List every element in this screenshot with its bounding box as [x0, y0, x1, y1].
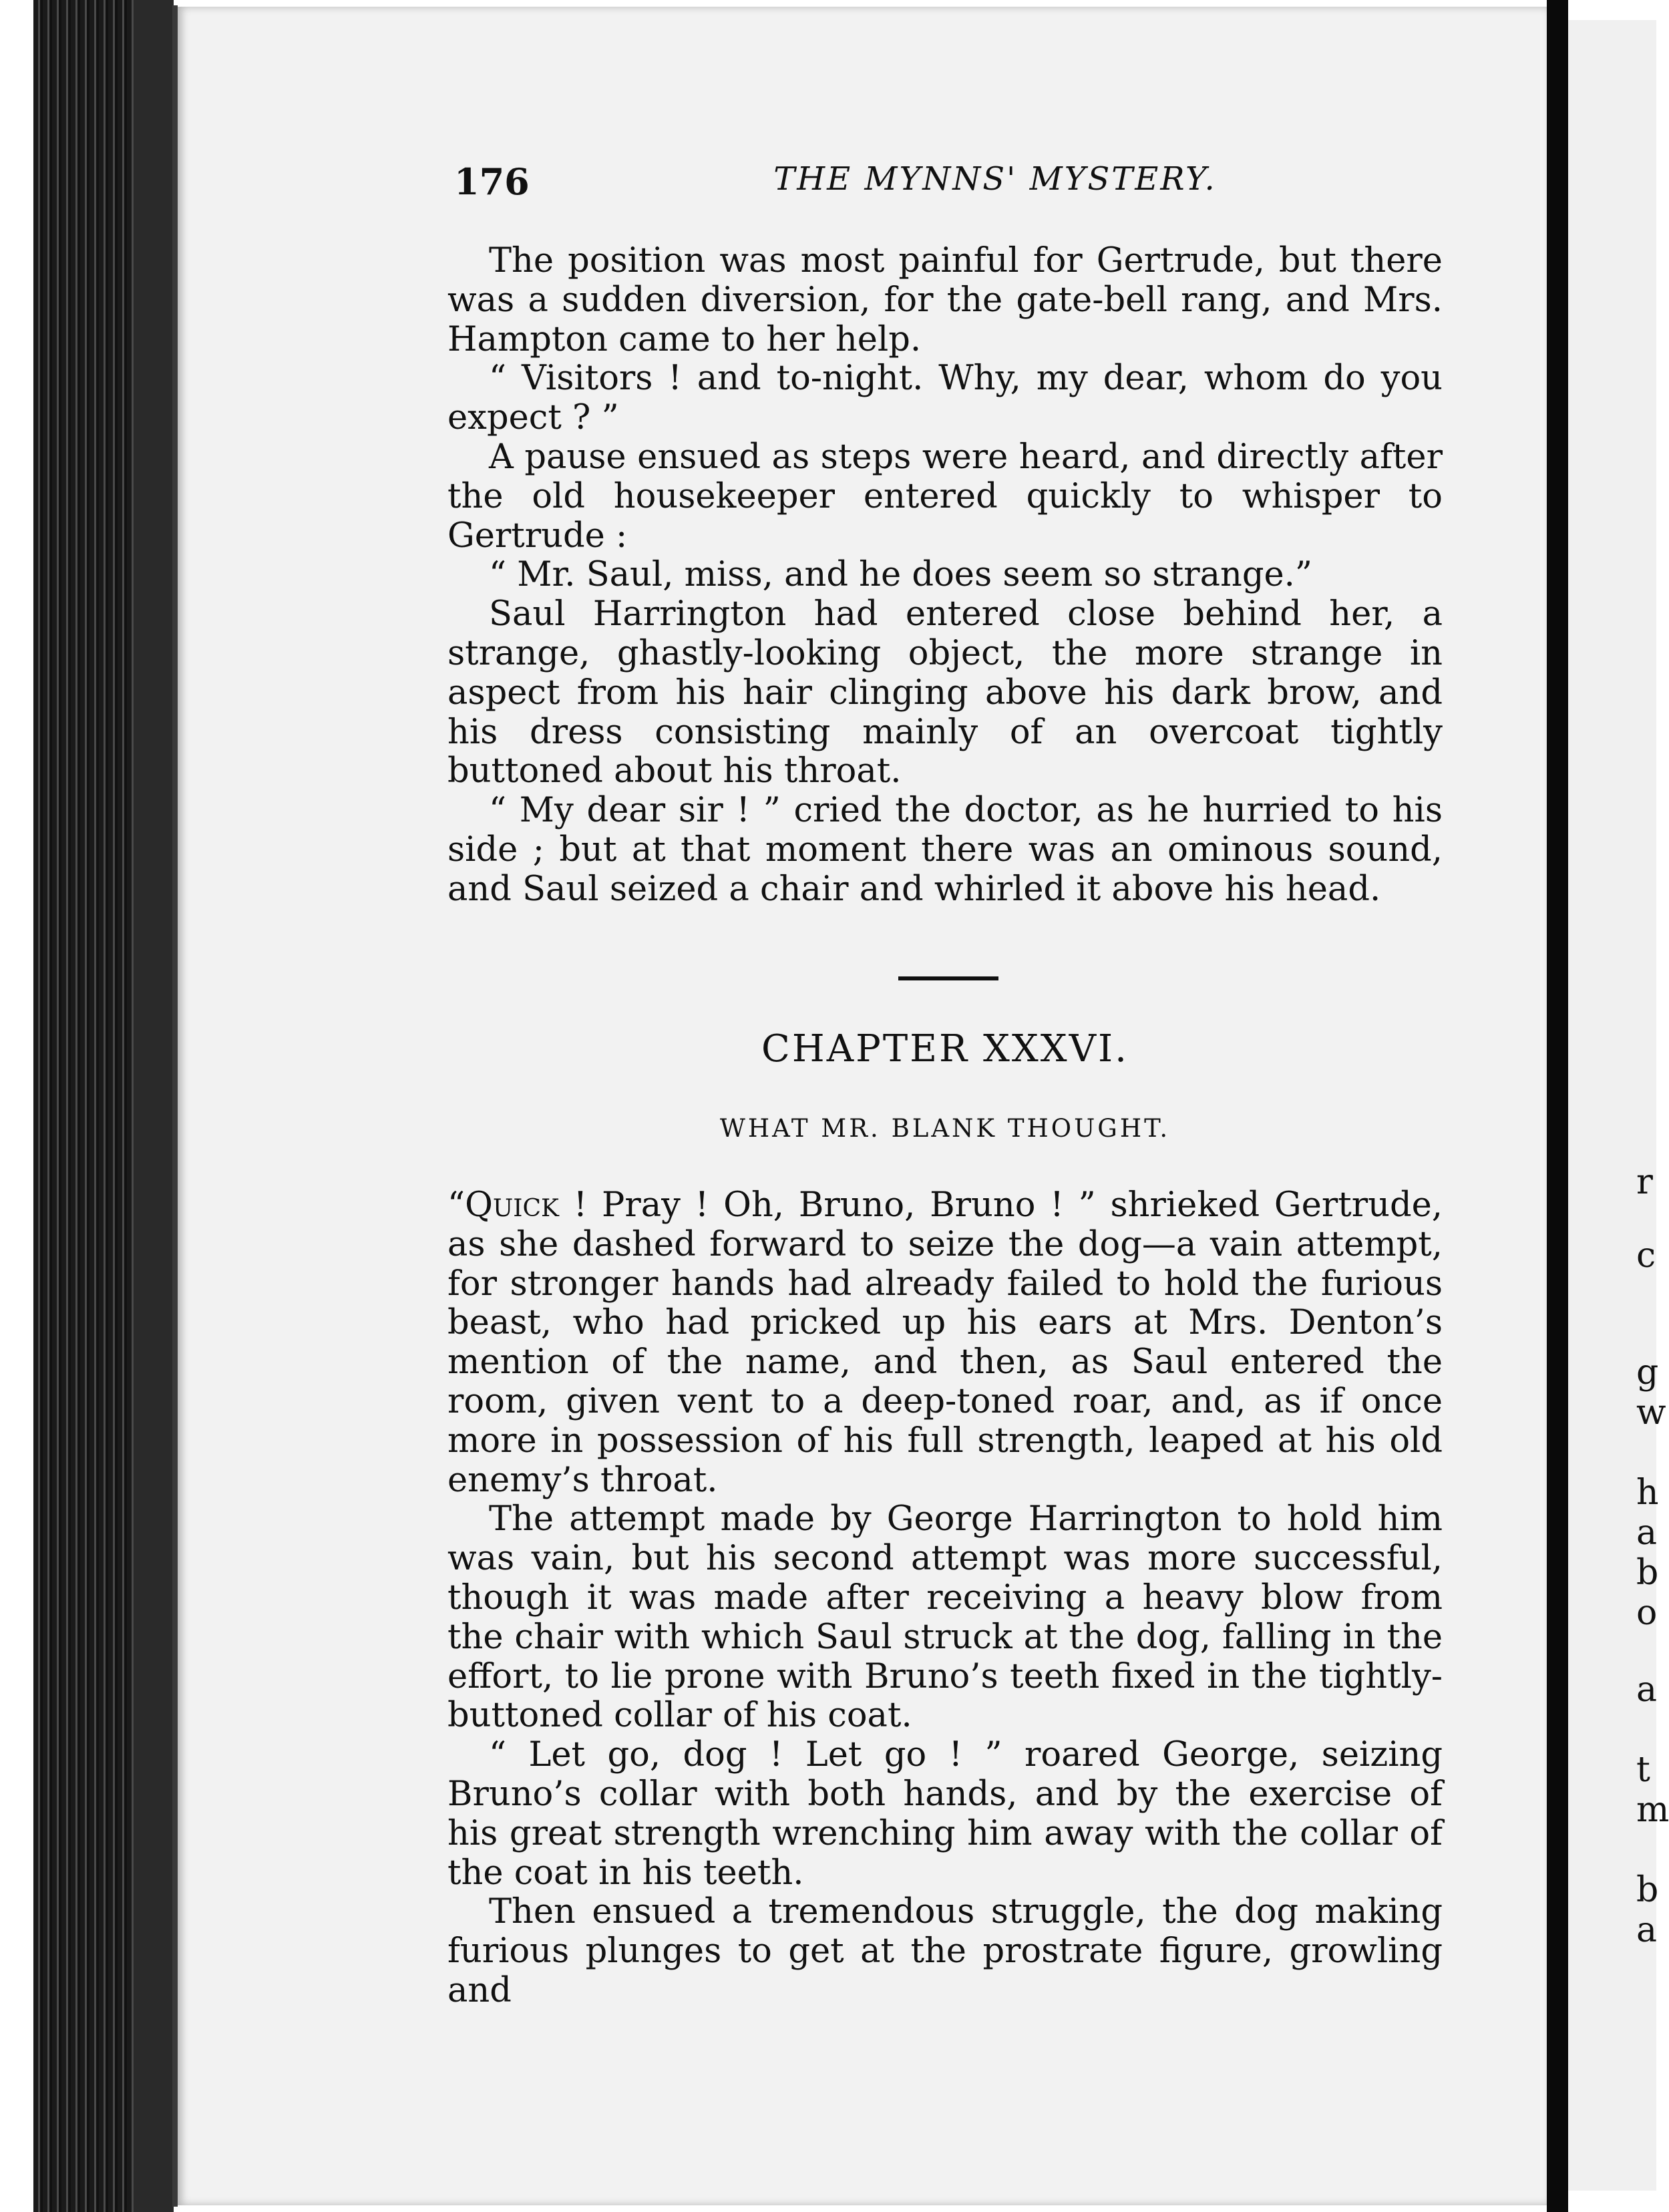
facing-page-letter: c	[1636, 1236, 1656, 1276]
facing-page-letter: o	[1636, 1593, 1658, 1633]
opening-text: ! Pray ! Oh, Bruno, Bruno ! ” shrieked Gertrude, as she dashed forward to seize the dog—a vain attempt, for stronger hands had already failed to hold the furious beast, who had pricked up his ears at Mrs. Denton’s mention of the name, and then, as Saul entered the room, given vent to a deep-toned roar, and, as if once more in possession of his full strength, leaped at his old enemy’s throat.	[447, 1185, 1443, 1500]
section-divider	[898, 976, 998, 980]
facing-page-letter: m	[1636, 1790, 1669, 1830]
paragraph: The position was most painful for Gertrude, but there was a sudden diversion, for the gate-bell rang, and Mrs. Hampton came to her help.	[447, 241, 1443, 359]
running-title: THE MYNNS' MYSTERY.	[773, 160, 1217, 198]
page-edge	[172, 5, 178, 2207]
text-block-chapter-body	[447, 1186, 1443, 2011]
opening-quote: “	[447, 1185, 466, 1225]
paragraph: “ Visitors ! and to-night. Why, my dear, whom do you expect ? ”	[447, 359, 1443, 438]
facing-page-letter: r	[1636, 1162, 1653, 1202]
paragraph: “ Mr. Saul, miss, and he does seem so strange.”	[489, 555, 1312, 595]
text-block-before-chapter	[447, 242, 1443, 910]
paragraph: Then ensued a tremendous struggle, the dog making furious plunges to get at the prostrate figure, growling and	[447, 1892, 1443, 2010]
facing-page-letter: g	[1636, 1352, 1659, 1393]
page-gutter	[1547, 0, 1568, 2212]
spine-shadow	[134, 0, 174, 2212]
opening-paragraph	[447, 1186, 1443, 1500]
chapter-subtitle: WHAT MR. BLANK THOUGHT.	[719, 1114, 1171, 1143]
facing-page-letter: h	[1636, 1473, 1659, 1513]
paragraph: A pause ensued as steps were heard, and directly after the old housekeeper entered quickly to whisper to Gertrude :	[447, 437, 1443, 556]
paragraph: “ Let go, dog ! Let go ! ” roared George, seizing Bruno’s collar with both hands, and by the exercise of his great strength wrenching him away with the collar of the coat in his teeth.	[447, 1735, 1443, 1893]
running-header	[454, 160, 1429, 214]
facing-page-letter: b	[1636, 1870, 1659, 1910]
facing-page-letter: t	[1636, 1750, 1650, 1790]
facing-page-letter: a	[1636, 1670, 1658, 1710]
page-number: 176	[454, 160, 530, 203]
paragraph: Saul Harrington had entered close behind her, a strange, ghastly-looking object, the more strange in aspect from his hair clinging above his dark brow, and his dress consisting mainly of an overcoat tightly buttoned about his throat.	[447, 594, 1443, 791]
paragraph: The attempt made by George Harrington to hold him was vain, but his second attempt was more successful, though it was made after receiving a heavy blow from the chair with which Saul struck at the dog, falling in the effort, to lie prone with Bruno’s teeth fixed in the tightly-buttoned collar of his coat.	[447, 1499, 1443, 1736]
facing-page	[1568, 20, 1659, 2191]
facing-page-letter: a	[1636, 1910, 1658, 1950]
opening-word: Quick	[465, 1185, 559, 1225]
facing-page-letter: b	[1636, 1553, 1659, 1593]
facing-page-letter: a	[1636, 1513, 1658, 1553]
chapter-title: CHAPTER XXXVI.	[761, 1027, 1129, 1071]
facing-page-letter: w	[1636, 1393, 1666, 1433]
paragraph: “ My dear sir ! ” cried the doctor, as he hurried to his side ; but at that moment there was an ominous sound, and Saul seized a chair and whirled it above his head.	[447, 791, 1443, 909]
